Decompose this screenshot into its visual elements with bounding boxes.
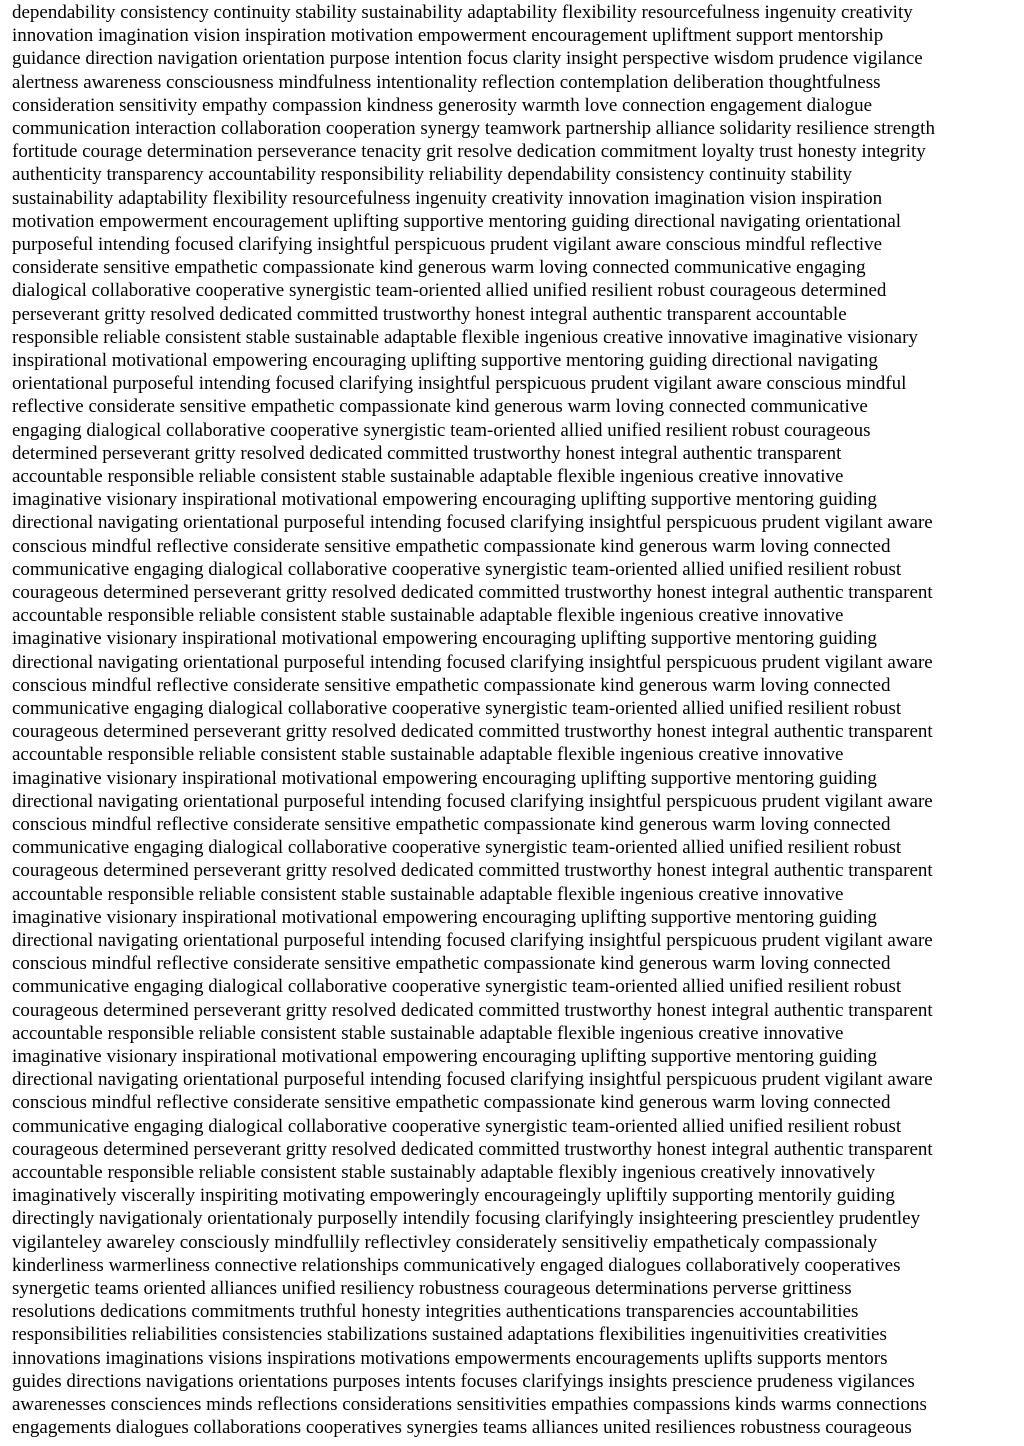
text-line: motivation empowerment encouragement uplifting supportive mentoring guiding directional navigating orientational: [12, 210, 902, 232]
text-line: considerate sensitive empathetic compassionate kind generous warm loving connected communicative engaging: [12, 257, 866, 279]
text-line: synergetic teams oriented alliances unified resiliency robustness courageous determinations perverse grittiness: [12, 1278, 852, 1299]
text-line: vigilanteley awareley consciously mindfullily reflectivley considerately sensitiveliy empatheticaly compassionaly: [12, 1231, 878, 1253]
text-line: accountable responsible reliable consistent stable sustainable adaptable flexible ingenious creative innovative: [12, 883, 844, 905]
text-line: accountable responsible reliable consistent stable sustainably adaptable flexibly ingenious creatively innovatively: [12, 1162, 876, 1183]
text-line: guides directions navigations orientations purposes intents focuses clarifyings insights prescience prudeness vigilances: [12, 1370, 915, 1392]
text-line: kinderliness warmerliness connective relationships communicatively engaged dialogues collaboratively cooperatives: [12, 1254, 901, 1276]
text-line: determined perseverant gritty resolved dedicated committed trustworthy honest integral authentic transparent: [12, 442, 842, 464]
text-line: responsibilities reliabilities consistencies stabilizations sustained adaptations flexibilities ingenuitivities creativities: [12, 1324, 887, 1346]
text-line: innovation imagination vision inspiration motivation empowerment encouragement upliftment support mentorship: [12, 25, 884, 47]
text-line: conscious mindful reflective considerate sensitive empathetic compassionate kind generous warm loving connected: [12, 674, 891, 696]
text-line: conscious mindful reflective considerate sensitive empathetic compassionate kind generous warm loving connected: [12, 535, 891, 557]
text-line: accountable responsible reliable consistent stable sustainable adaptable flexible ingenious creative innovative: [12, 605, 844, 627]
text-line: imaginatively viscerally inspiriting motivating empoweringly encourageingly upliftily supporting mentorily guiding: [12, 1185, 895, 1207]
text-line: guidance direction navigation orientation purpose intention focus clarity insight perspective wisdom prudence vigilance: [12, 48, 923, 70]
text-line: responsible reliable consistent stable sustainable adaptable flexible ingenious creative innovative imaginative visionary: [12, 326, 918, 348]
text-line: engagements dialogues collaborations cooperatives synergies teams alliances united resiliences robustness courageous: [12, 1417, 912, 1439]
text-line: fortitude courage determination perseverance tenacity grit resolve dedication commitment loyalty trust honesty integrity: [12, 141, 926, 163]
text-line: conscious mindful reflective considerate sensitive empathetic compassionate kind generous warm loving connected: [12, 1092, 891, 1114]
text-line: courageous determined perseverant gritty resolved dedicated committed trustworthy honest integral authentic transparent: [12, 582, 933, 603]
text-line: accountable responsible reliable consistent stable sustainable adaptable flexible ingenious creative innovative: [12, 744, 844, 766]
text-line: consideration sensitivity empathy compassion kindness generosity warmth love connection engagement dialogue: [12, 94, 873, 116]
text-line: directional navigating orientational purposeful intending focused clarifying insightful perspicuous prudent vigilant aware: [12, 790, 933, 812]
text-line: communication interaction collaboration cooperation synergy teamwork partnership alliance solidarity resilience strength: [12, 118, 935, 139]
text-line: directingly navigationaly orientationaly purposelly intendily focusing clarifyingly insighteering prescientley prudentley: [12, 1208, 921, 1230]
text-line: directional navigating orientational purposeful intending focused clarifying insightful perspicuous prudent vigilant aware: [12, 1069, 933, 1091]
text-line: sustainability adaptability flexibility resourcefulness ingenuity creativity innovation imagination vision inspiration: [12, 187, 883, 209]
text-line: dialogical collaborative cooperative synergistic team-oriented allied unified resilient robust courageous determined: [12, 280, 887, 302]
text-line: imaginative visionary inspirational motivational empowering encouraging uplifting supportive mentoring guiding: [12, 906, 877, 928]
text-line: directional navigating orientational purposeful intending focused clarifying insightful perspicuous prudent vigilant aware: [12, 651, 933, 673]
text-line: directional navigating orientational purposeful intending focused clarifying insightful perspicuous prudent vigilant aware: [12, 930, 933, 951]
text-line: orientational purposeful intending focused clarifying insightful perspicuous prudent vigilant aware conscious mindful: [12, 373, 907, 395]
text-line: alertness awareness consciousness mindfulness intentionality reflection contemplation deliberation thoughtfulness: [12, 71, 881, 93]
text-line: perseverant gritty resolved dedicated committed trustworthy honest integral authentic transparent accountable: [12, 303, 847, 325]
text-line: communicative engaging dialogical collaborative cooperative synergistic team-oriented allied unified resilient robust: [12, 976, 902, 998]
text-line: courageous determined perseverant gritty resolved dedicated committed trustworthy honest integral authentic transparent: [12, 721, 933, 743]
text-line: courageous determined perseverant gritty resolved dedicated committed trustworthy honest integral authentic transparent: [12, 1138, 933, 1160]
text-line: communicative engaging dialogical collaborative cooperative synergistic team-oriented allied unified resilient robust: [12, 698, 902, 719]
text-line: courageous determined perseverant gritty resolved dedicated committed trustworthy honest integral authentic transparent: [12, 860, 933, 882]
text-line: communicative engaging dialogical collaborative cooperative synergistic team-oriented allied unified resilient robust: [12, 558, 902, 580]
text-line: purposeful intending focused clarifying insightful perspicuous prudent vigilant aware conscious mindful reflective: [12, 234, 883, 255]
text-line: reflective considerate sensitive empathetic compassionate kind generous warm loving connected communicative: [12, 396, 868, 418]
text-line: inspirational motivational empowering encouraging uplifting supportive mentoring guiding directional navigating: [12, 350, 878, 371]
text-line: innovations imaginations visions inspirations motivations empowerments encouragements uplifts supports mentors: [12, 1347, 888, 1369]
text-line: engaging dialogical collaborative cooperative synergistic team-oriented allied unified resilient robust courageous: [12, 419, 871, 441]
text-line: accountable responsible reliable consistent stable sustainable adaptable flexible ingenious creative innovative: [12, 466, 844, 487]
text-line: imaginative visionary inspirational motivational empowering encouraging uplifting supportive mentoring guiding: [12, 628, 877, 650]
text-line: courageous determined perseverant gritty resolved dedicated committed trustworthy honest integral authentic transparent: [12, 999, 933, 1021]
text-line: awarenesses consciences minds reflections considerations sensitivities empathies compassions kinds warms connections: [12, 1394, 927, 1415]
text-line: dependability consistency continuity stability sustainability adaptability flexibility resourcefulness ingenuity creativity: [12, 2, 913, 23]
text-line: authenticity transparency accountability responsibility reliability dependability consistency continuity stability: [12, 164, 853, 186]
text-line: accountable responsible reliable consistent stable sustainable adaptable flexible ingenious creative innovative: [12, 1022, 844, 1044]
text-line: conscious mindful reflective considerate sensitive empathetic compassionate kind generous warm loving connected: [12, 953, 891, 975]
text-line: directional navigating orientational purposeful intending focused clarifying insightful perspicuous prudent vigilant aware: [12, 512, 933, 534]
text-line: imaginative visionary inspirational motivational empowering encouraging uplifting supportive mentoring guiding: [12, 767, 877, 789]
text-line: imaginative visionary inspirational motivational empowering encouraging uplifting supportive mentoring guiding: [12, 489, 877, 511]
text-line: communicative engaging dialogical collaborative cooperative synergistic team-oriented allied unified resilient robust: [12, 1115, 902, 1137]
text-line: imaginative visionary inspirational motivational empowering encouraging uplifting supportive mentoring guiding: [12, 1046, 877, 1067]
text-line: conscious mindful reflective considerate sensitive empathetic compassionate kind generous warm loving connected: [12, 814, 891, 835]
text-line: communicative engaging dialogical collaborative cooperative synergistic team-oriented allied unified resilient robust: [12, 837, 902, 859]
text-line: resolutions dedications commitments truthful honesty integrities authentications transparencies accountabilities: [12, 1301, 859, 1323]
